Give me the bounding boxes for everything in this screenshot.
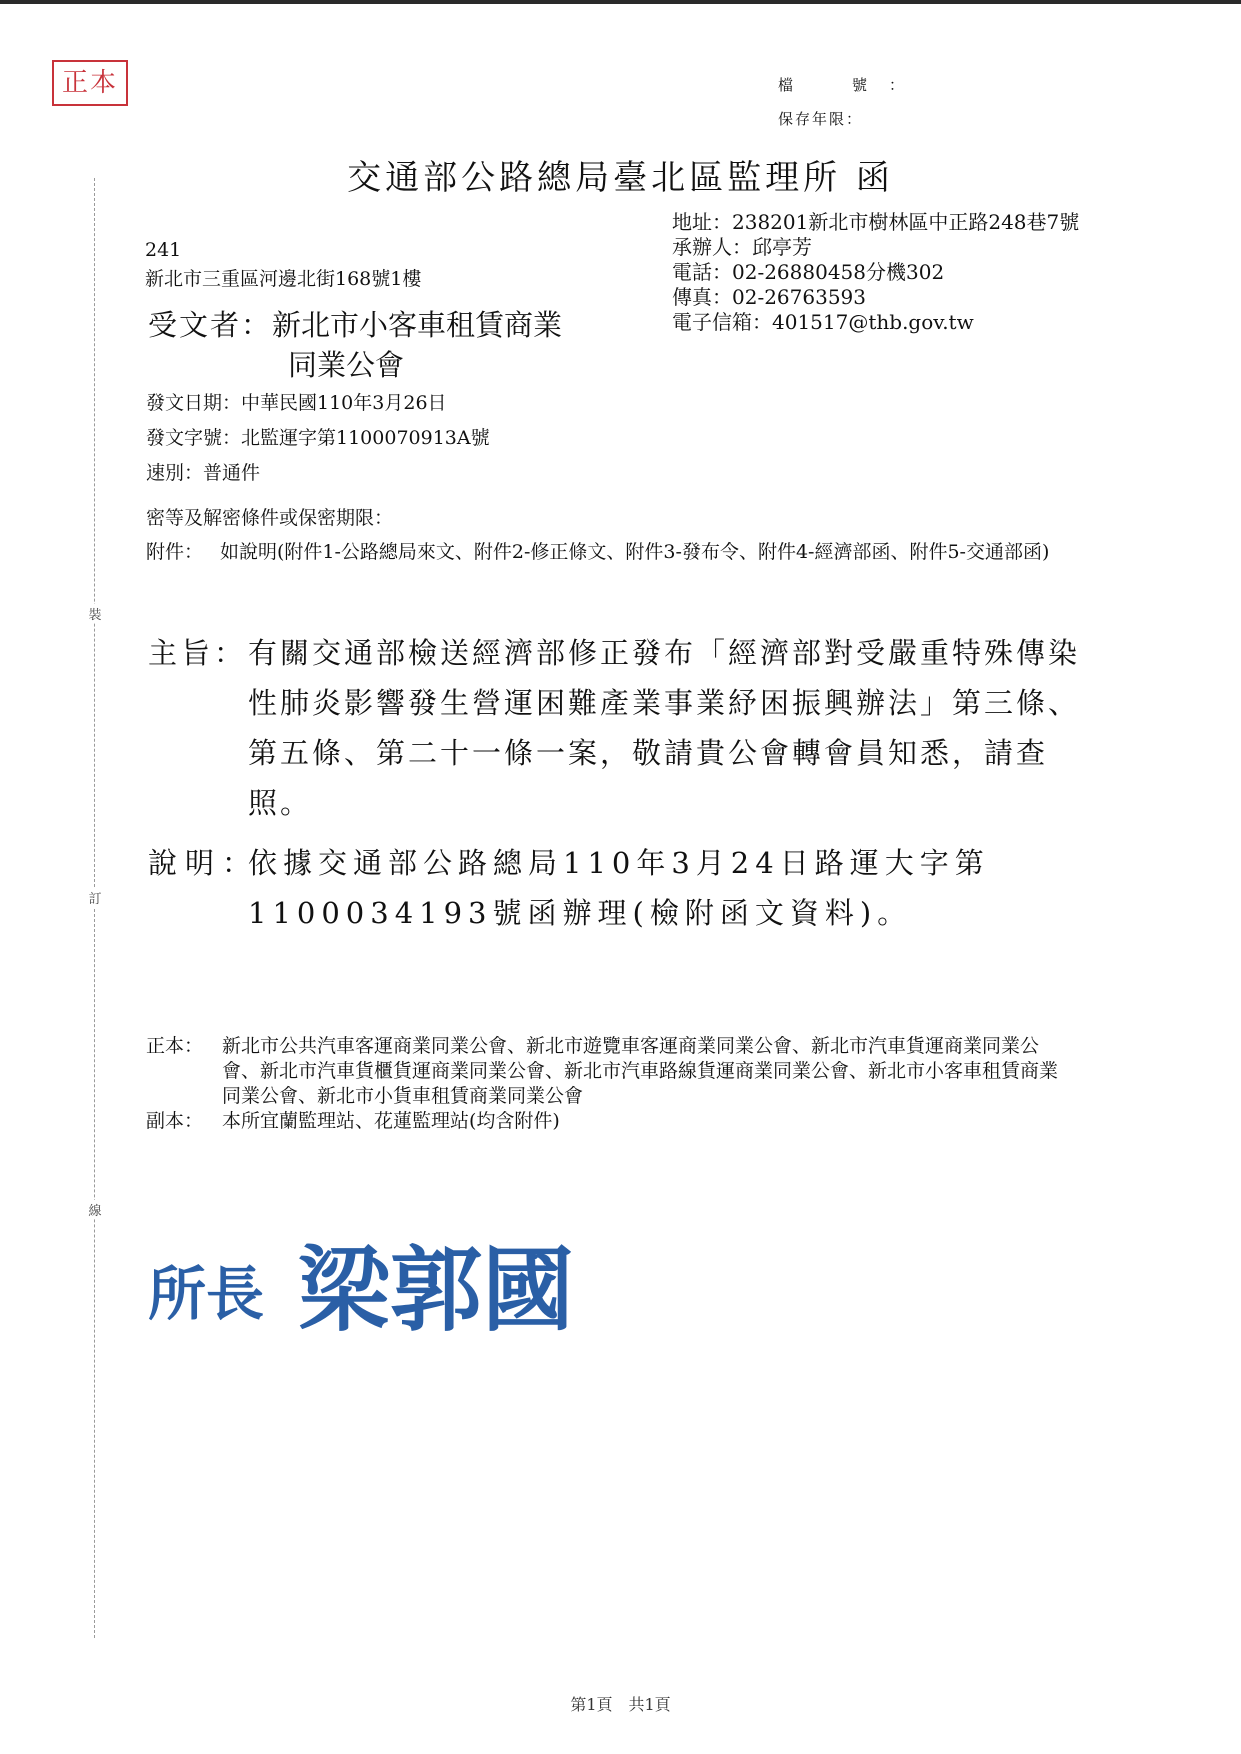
subject-text: 有關交通部檢送經濟部修正發布「經濟部對受嚴重特殊傳染性肺炎影響發生營運困難產業事業紓困振興辦法」第三條、第五條、第二十一條一案，敬請貴公會轉會員知悉，請查照。 [248, 636, 1081, 820]
sender-address: 地址：238201新北市樹林區中正路248巷7號 [672, 210, 1080, 234]
subject-section [148, 628, 1088, 828]
delivery-speed: 速別：普通件 [146, 462, 261, 484]
subject-label: 主旨： [148, 636, 248, 670]
sender-phone: 電話：02-26880458分機302 [672, 260, 945, 284]
original-recipients-text: 新北市公共汽車客運商業同業公會、新北市遊覽車客運商業同業公會、新北市汽車貨運商業同業公會、新北市汽車貨櫃貨運商業同業公會、新北市汽車路線貨運商業同業公會、新北市小客車租賃商業同業公會、新北市小貨車租賃商業同業公會 [222, 1035, 1059, 1107]
signature-title: 所長 [148, 1260, 265, 1328]
page-number: 第1頁 共1頁 [570, 1695, 671, 1714]
issue-number: 發文字號：北監運字第1100070913A號 [146, 427, 490, 449]
original-recipients-label: 正本： [146, 1035, 204, 1057]
recipient-address-block [145, 236, 421, 294]
copy-recipients-label: 副本： [146, 1110, 204, 1132]
copy-recipients-text: 本所宜蘭監理站、花蓮監理站(均含附件) [222, 1110, 560, 1132]
explanation-section [148, 838, 1088, 938]
security-level: 密等及解密條件或保密期限： [146, 507, 394, 529]
attachments [146, 538, 1076, 566]
binding-mark-bind: 裝 [88, 604, 102, 623]
recipient-label: 受文者： [148, 308, 273, 342]
file-meta [778, 68, 926, 136]
file-number-label: 檔 號： [778, 76, 927, 94]
recipient-address: 新北市三重區河邊北街168號1樓 [145, 268, 422, 290]
sender-email: 電子信箱：401517@thb.gov.tw [672, 310, 974, 334]
attachments-label: 附件： [146, 541, 204, 563]
binding-mark-staple: 訂 [88, 888, 102, 907]
recipient-name-line1: 新北市小客車租賃商業 [272, 308, 563, 342]
signature-name: 梁郭國 [298, 1236, 575, 1344]
binding-line [94, 178, 95, 1638]
copy-recipients [146, 1109, 1076, 1134]
original-recipients [146, 1034, 1076, 1109]
distribution-list [146, 1034, 1076, 1134]
issue-date: 發文日期：中華民國110年3月26日 [146, 392, 447, 414]
explanation-label: 說明： [148, 846, 260, 880]
attachments-text: 如說明(附件1-公路總局來文、附件2-修正條文、附件3-發布令、附件4-經濟部函、附件5-交通部函) [220, 541, 1050, 563]
recipient-block [148, 305, 668, 385]
recipient-postal-code: 241 [145, 239, 182, 261]
director-signature [148, 1222, 628, 1356]
recipient-name-line2: 同業公會 [288, 348, 405, 382]
retention-period-label: 保存年限： [778, 110, 864, 128]
issue-meta [146, 388, 490, 538]
sender-contact-block [672, 210, 1079, 335]
explanation-text: 依據交通部公路總局110年3月24日路運大字第1100034193號函辦理(檢附函文資料)。 [248, 846, 990, 930]
binding-mark-line: 線 [88, 1200, 102, 1219]
case-handler: 承辦人：邱亭芳 [672, 235, 812, 259]
document-title: 交通部公路總局臺北區監理所 函 [347, 158, 894, 198]
sender-fax: 傳真：02-26763593 [672, 285, 867, 309]
scan-edge [0, 0, 1241, 4]
signature-seal [148, 1222, 628, 1352]
original-copy-stamp: 正本 [52, 60, 128, 106]
